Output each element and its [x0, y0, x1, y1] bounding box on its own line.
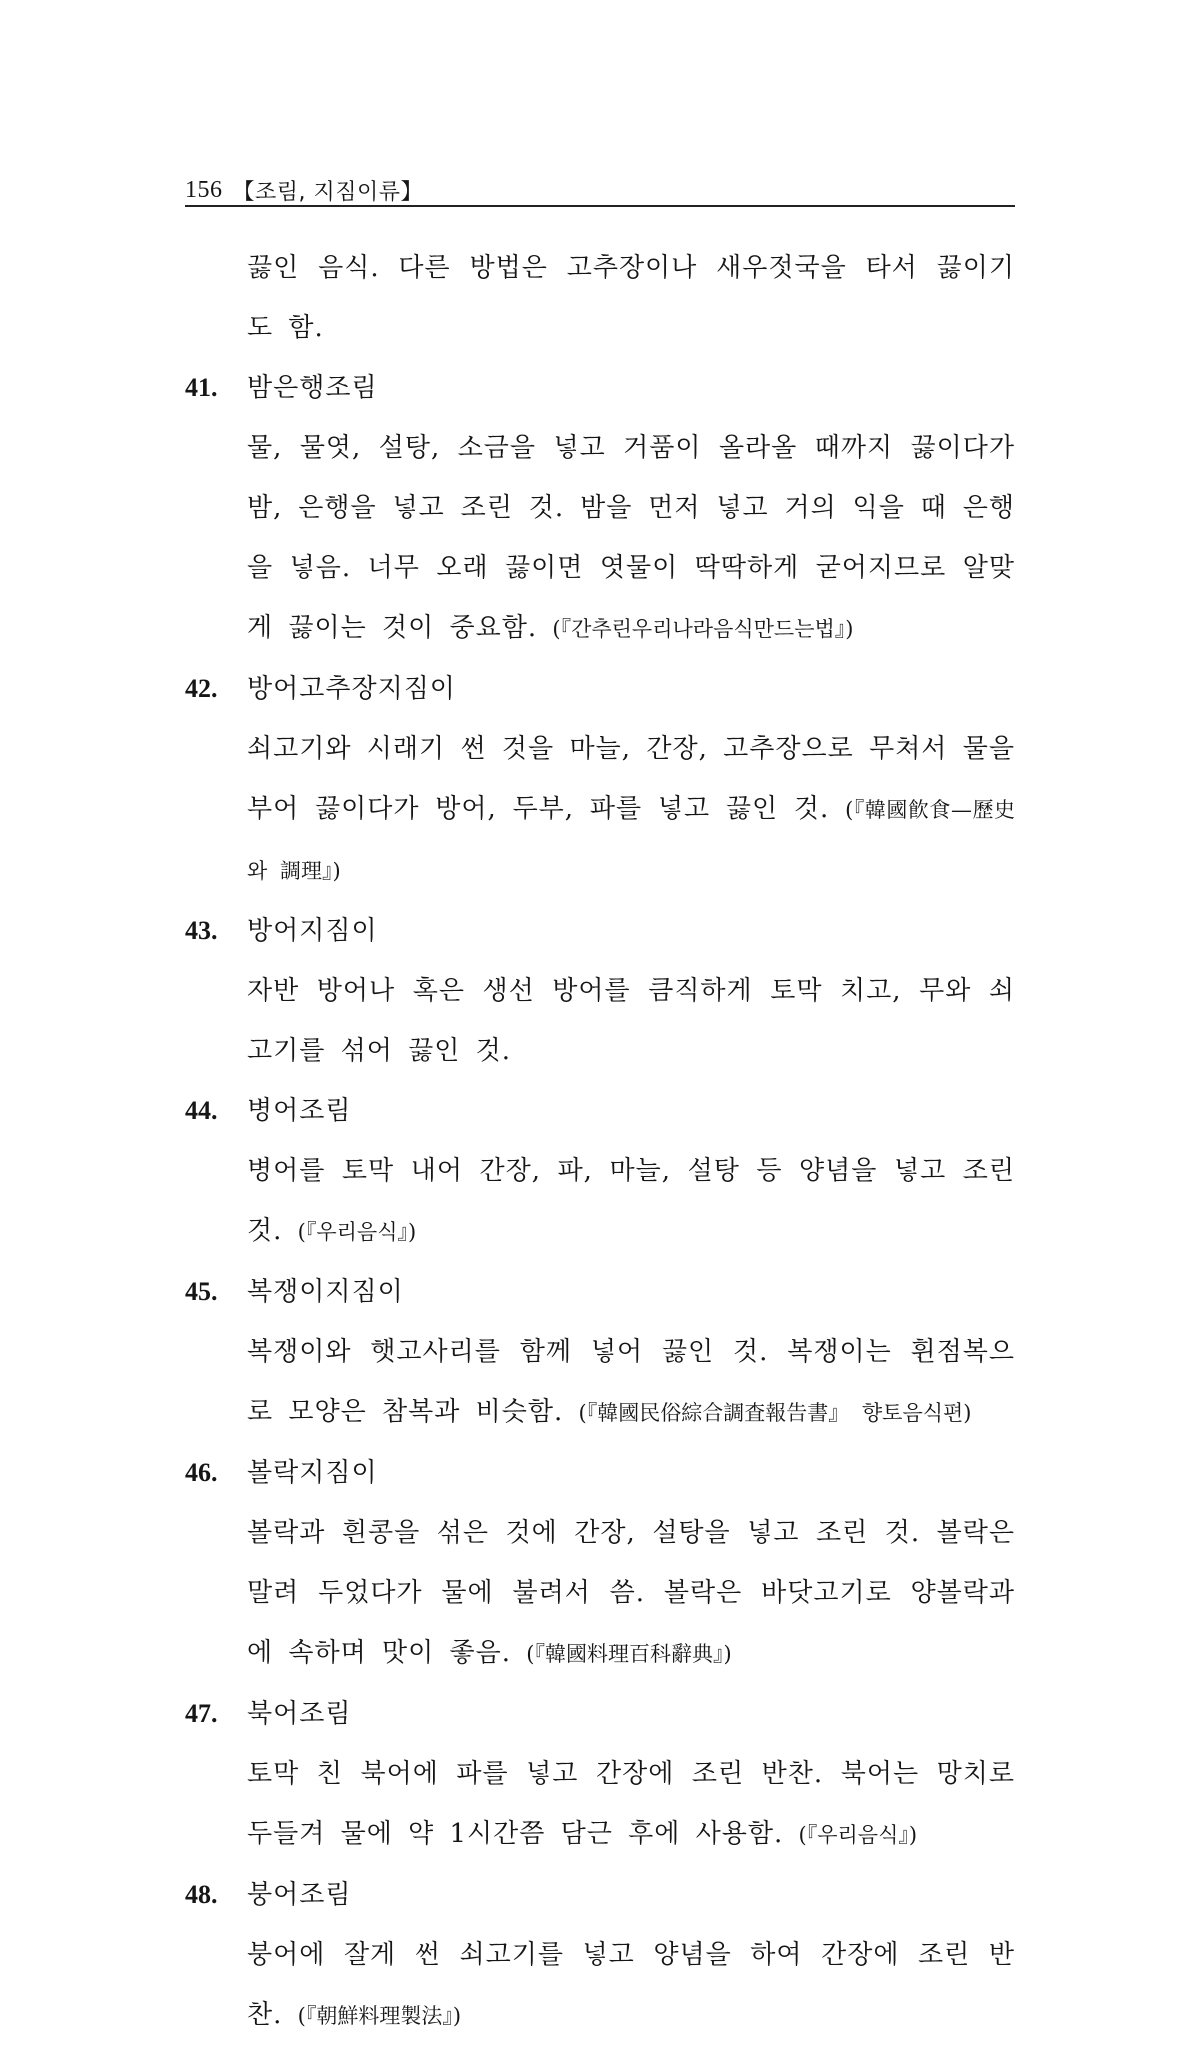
entry-number: 41.: [185, 373, 218, 402]
entry-name: 복쟁이지짐이: [247, 1277, 404, 1307]
entry-body-text: 붕어에 잘게 썬 쇠고기를 넣고 양념을 하여 간장에 조린 반찬.: [247, 1940, 1015, 2030]
entry-body-text: 복쟁이와 햇고사리를 함께 넣어 끓인 것. 복쟁이는 휜점복으로 모양은 참복과 비슷함.: [247, 1337, 1015, 1427]
header-rule: [185, 205, 1015, 207]
entry-heading: [185, 1865, 1015, 1925]
dictionary-entries: [185, 238, 1015, 2046]
entry-body-text: 자반 방어나 혹은 생선 방어를 큼직하게 토막 치고, 무와 쇠고기를 섞어 끓인 것.: [247, 976, 1015, 1066]
entry-heading: [185, 1081, 1015, 1141]
entry-source: (『우리음식』): [798, 1823, 918, 1847]
entry-description: [247, 1925, 1015, 2046]
entry-name: 병어조림: [247, 1096, 352, 1126]
entry-number: 42.: [185, 674, 218, 703]
entry-body-text: 토막 친 북어에 파를 넣고 간장에 조린 반찬. 북어는 망치로 두들겨 물에 약 1시간쯤 담근 후에 사용함.: [247, 1759, 1015, 1849]
page-number: 156: [185, 176, 223, 203]
entry-body-text: 볼락과 흰콩을 섞은 것에 간장, 설탕을 넣고 조린 것. 볼락은 말려 두었다가 물에 불려서 씀. 볼락은 바닷고기로 양볼락과에 속하며 맛이 좋음.: [247, 1518, 1015, 1668]
entry-name: 북어조림: [247, 1699, 352, 1729]
entry-description: [247, 418, 1015, 659]
entry-description: [247, 1322, 1015, 1443]
entry-47: [185, 1684, 1015, 1865]
entry-description: [247, 719, 1015, 901]
entry-name: 붕어조림: [247, 1880, 352, 1910]
continuation-text: 끓인 음식. 다른 방법은 고추장이나 새우젓국을 타서 끓이기도 함.: [247, 253, 1015, 343]
running-header: [185, 170, 1015, 210]
entry-source: (『韓國飮食—歷史와 調理』): [247, 798, 1015, 883]
entry-41: [185, 358, 1015, 659]
entry-number: 48.: [185, 1880, 218, 1909]
entry-44: [185, 1081, 1015, 1262]
entry-name: 밤은행조림: [247, 373, 378, 403]
entry-body-text: 물, 물엿, 설탕, 소금을 넣고 거품이 올라올 때까지 끓이다가 밤, 은행을 넣고 조린 것. 밤을 먼저 넣고 거의 익을 때 은행을 넣음. 너무 오래 끓이면 엿물이 딱딱하게 굳어지므로 알맞게 끓이는 것이 중요함.: [247, 433, 1015, 643]
entry-heading: [185, 1262, 1015, 1322]
entry-description: [247, 1141, 1015, 1262]
entry-number: 45.: [185, 1277, 218, 1306]
entry-number: 44.: [185, 1096, 218, 1125]
entry-source: (『韓國民俗綜合調査報告書』 향토음식편): [578, 1401, 972, 1425]
entry-43: [185, 901, 1015, 1081]
entry-heading: [185, 358, 1015, 418]
entry-source: (『간추린우리나라음식만드는법』): [552, 617, 854, 641]
entry-heading: [185, 1684, 1015, 1744]
entry-description: [247, 1503, 1015, 1684]
entry-name: 방어지짐이: [247, 916, 378, 946]
entry-heading: [185, 1443, 1015, 1503]
entry-source: (『朝鮮料理製法』): [297, 2004, 462, 2028]
entry-42: [185, 659, 1015, 901]
entry-46: [185, 1443, 1015, 1684]
entry-name: 볼락지짐이: [247, 1458, 378, 1488]
entry-description: [247, 961, 1015, 1081]
entry-heading: [185, 659, 1015, 719]
entry-body-text: 병어를 토막 내어 간장, 파, 마늘, 설탕 등 양념을 넣고 조린 것.: [247, 1156, 1015, 1246]
entry-number: 47.: [185, 1699, 218, 1728]
entry-heading: [185, 901, 1015, 961]
entry-48: [185, 1865, 1015, 2046]
entry-body-text: 쇠고기와 시래기 썬 것을 마늘, 간장, 고추장으로 무쳐서 물을 부어 끓이다가 방어, 두부, 파를 넣고 끓인 것.: [247, 734, 1015, 824]
entry-description: [247, 1744, 1015, 1865]
entry-source: (『韓國料理百科辭典』): [526, 1642, 732, 1666]
entry-number: 46.: [185, 1458, 218, 1487]
section-title: 【조림, 지짐이류】: [232, 179, 423, 205]
entry-source: (『우리음식』): [297, 1220, 417, 1244]
entry-name: 방어고추장지짐이: [247, 674, 456, 704]
entry-number: 43.: [185, 916, 218, 945]
entry-45: [185, 1262, 1015, 1443]
